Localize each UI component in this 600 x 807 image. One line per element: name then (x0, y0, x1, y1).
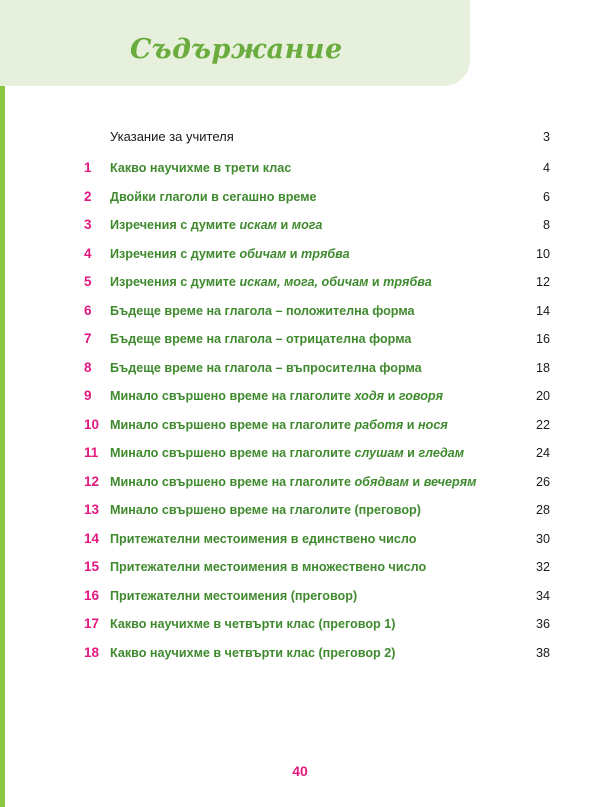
toc-entry-label: Минало свършено време на глаголите ходя и говоря (110, 389, 444, 403)
toc-entry-number: 3 (84, 217, 92, 232)
toc-entry-label: Притежателни местоимения в единствено число (110, 531, 417, 546)
page-title: Съдържание (130, 34, 343, 65)
left-green-rule (0, 86, 5, 807)
toc-entry-page: 10 (535, 246, 550, 261)
toc-entry-label: Указание за учителя (110, 129, 234, 144)
toc-entry-number: 16 (84, 587, 100, 603)
toc-entry-number: 1 (84, 160, 92, 175)
toc-entry[interactable] (84, 444, 550, 462)
toc-entry[interactable] (84, 501, 550, 519)
toc-entry[interactable] (84, 473, 550, 491)
toc-entry[interactable] (84, 245, 550, 263)
toc-entry-page: 38 (535, 645, 550, 660)
toc-entry[interactable] (84, 330, 550, 348)
toc-entry-number: 13 (84, 502, 100, 517)
toc-entry-page: 4 (542, 161, 550, 175)
toc-entry-number: 10 (84, 416, 100, 432)
toc-entry-page: 18 (535, 360, 550, 375)
toc-entry-page: 6 (542, 189, 550, 204)
toc-entry-page: 36 (535, 617, 550, 631)
table-of-contents (84, 128, 550, 672)
toc-entry-number: 5 (84, 274, 92, 289)
toc-entry-page: 16 (535, 332, 550, 346)
toc-entry-label: Двойки глаголи в сегашно време (110, 189, 317, 204)
toc-entry-page: 24 (535, 446, 550, 460)
toc-entry-number: 6 (84, 302, 92, 318)
toc-entry[interactable] (84, 159, 550, 177)
toc-entry-number: 15 (84, 559, 100, 574)
toc-entry-number: 2 (84, 188, 92, 204)
toc-entry-number: 4 (84, 245, 92, 261)
toc-entry-label: Какво научихме в четвърти клас (преговор 1) (110, 617, 396, 631)
toc-entry[interactable] (84, 416, 550, 434)
toc-entry-label: Минало свършено време на глаголите (преговор) (110, 503, 421, 517)
toc-entry-number: 7 (84, 331, 92, 346)
toc-entry-number: 9 (84, 388, 92, 403)
toc-entry-label: Изречения с думите искам и мога (110, 218, 323, 232)
toc-entry-label: Бъдеще време на глагола – положителна форма (110, 303, 415, 318)
toc-entry-number: 12 (84, 473, 100, 489)
toc-entry-page: 30 (535, 531, 550, 546)
toc-entry-number: 17 (84, 616, 100, 631)
toc-entry-label: Бъдеще време на глагола – отрицателна форма (110, 332, 412, 346)
toc-entry[interactable] (84, 587, 550, 605)
toc-entry-label: Притежателни местоимения в множествено число (110, 560, 427, 574)
toc-entry[interactable] (84, 359, 550, 377)
toc-entry[interactable] (84, 387, 550, 405)
toc-entry-page: 28 (535, 503, 550, 517)
toc-entry-label: Какво научихме в трети клас (110, 161, 292, 175)
toc-entry-page: 8 (542, 218, 550, 232)
toc-entry-page: 3 (542, 130, 550, 144)
toc-entry[interactable] (84, 128, 550, 146)
toc-entry[interactable] (84, 615, 550, 633)
toc-entry-page: 22 (535, 417, 550, 432)
toc-entry-number: 11 (84, 445, 99, 460)
toc-entry-label: Бъдеще време на глагола – въпросителна форма (110, 360, 422, 375)
toc-entry-page: 34 (535, 588, 550, 603)
page-number: 40 (292, 763, 308, 779)
toc-entry-page: 32 (535, 560, 550, 574)
toc-entry[interactable] (84, 273, 550, 291)
toc-entry[interactable] (84, 558, 550, 576)
toc-entry[interactable] (84, 216, 550, 234)
toc-entry-label: Изречения с думите искам, мога, обичам и трябва (110, 275, 432, 289)
toc-entry-label: Изречения с думите обичам и трябва (110, 246, 350, 261)
toc-entry-page: 12 (535, 275, 550, 289)
toc-entry-number: 8 (84, 359, 92, 375)
toc-entry-number: 18 (84, 644, 100, 660)
toc-entry-page: 14 (535, 303, 550, 318)
toc-entry[interactable] (84, 302, 550, 320)
toc-entry-page: 20 (535, 389, 550, 403)
toc-entry-label: Какво научихме в четвърти клас (преговор 2) (110, 645, 396, 660)
toc-entry-label: Минало свършено време на глаголите обядвам и вечерям (110, 474, 477, 489)
toc-entry-page: 26 (535, 474, 550, 489)
toc-entry-label: Минало свършено време на глаголите работя и нося (110, 417, 448, 432)
toc-entry-number: 14 (84, 530, 100, 546)
toc-entry[interactable] (84, 188, 550, 206)
toc-entry-label: Минало свършено време на глаголите слушам и гледам (110, 446, 465, 460)
toc-entry[interactable] (84, 644, 550, 662)
toc-entry[interactable] (84, 530, 550, 548)
toc-entry-label: Притежателни местоимения (преговор) (110, 588, 358, 603)
